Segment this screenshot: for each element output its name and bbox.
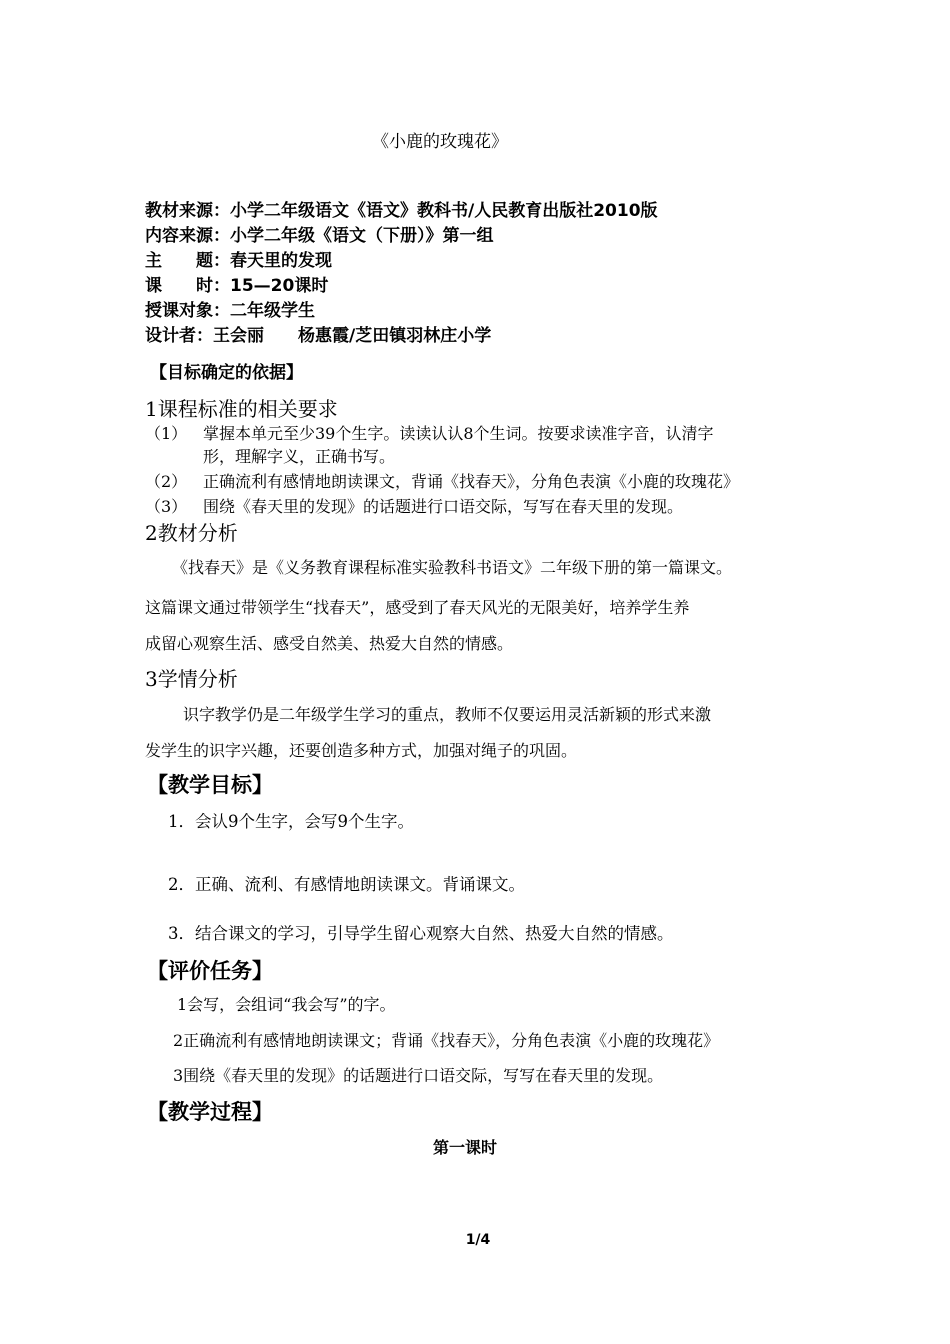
- meta-label: 授课对象：: [145, 301, 230, 321]
- meta-label: 课 时：: [145, 276, 230, 296]
- learner-paragraph-line: 发学生的识字兴趣，还要创造多种方式，加强对绳子的巩固。: [145, 741, 578, 760]
- goal-item: 2．正确、流利、有感情地朗读课文。背诵课文。: [168, 875, 525, 894]
- basis-heading: 【目标确定的依据】: [150, 363, 303, 383]
- meta-audience: [145, 296, 315, 321]
- meta-textbook-source: [145, 196, 658, 221]
- meta-label: 内容来源：: [145, 226, 230, 246]
- meta-value: 小学二年级《语文（下册）》第一组: [230, 226, 494, 246]
- evaluation-heading: 【评价任务】: [147, 959, 273, 983]
- evaluation-item: 2正确流利有感情地朗读课文；背诵《找春天》，分角色表演《小鹿的玫瑰花》: [173, 1031, 720, 1050]
- meta-value: 春天里的发现: [230, 251, 332, 271]
- evaluation-item: 1会写，会组词“我会写”的字。: [177, 995, 396, 1014]
- meta-label: 主 题：: [145, 251, 230, 271]
- standard-item: [145, 494, 683, 517]
- document-title: 《小鹿的玫瑰花》: [372, 132, 508, 152]
- item-text: 围绕《春天里的发现》的话题进行口语交际，写写在春天里的发现。: [203, 497, 684, 516]
- learner-paragraph-line: 识字教学仍是二年级学生学习的重点，教师不仅要运用灵活新颖的形式来激: [183, 705, 712, 724]
- item-number: （1）: [145, 424, 188, 443]
- goal-item: 1．会认9个生字，会写9个生字。: [168, 812, 414, 831]
- meta-hours: [145, 271, 328, 296]
- meta-value: 小学二年级语文《语文》教科书/人民教育出版社2010版: [230, 201, 658, 221]
- item-number: （2）: [145, 472, 188, 491]
- meta-label: 设计者：: [145, 326, 213, 346]
- item-number: （3）: [145, 497, 188, 516]
- learner-heading: 3学情分析: [145, 667, 238, 691]
- process-heading: 【教学过程】: [147, 1100, 273, 1124]
- meta-value: 二年级学生: [230, 301, 315, 321]
- page-number: 1/4: [465, 1232, 491, 1248]
- material-paragraph-line: 《找春天》是《义务教育课程标准实验教科书语文》二年级下册的第一篇课文。: [172, 558, 733, 577]
- evaluation-item: 3围绕《春天里的发现》的话题进行口语交际，写写在春天里的发现。: [173, 1066, 664, 1085]
- meta-label: 教材来源：: [145, 201, 230, 221]
- item-text: 正确流利有感情地朗读课文，背诵《找春天》，分角色表演《小鹿的玫瑰花》: [203, 472, 740, 491]
- lesson-title: 第一课时: [432, 1138, 497, 1157]
- standard-item: [145, 421, 714, 444]
- standard-heading: 1课程标准的相关要求: [145, 397, 338, 421]
- item-text: 掌握本单元至少39个生字。读读认认8个生词。按要求读准字音，认清字: [203, 424, 714, 443]
- meta-theme: [145, 246, 332, 271]
- meta-designer: [145, 321, 491, 346]
- meta-content-source: [145, 221, 494, 246]
- goals-heading: 【教学目标】: [147, 773, 273, 797]
- goal-item: 3．结合课文的学习，引导学生留心观察大自然、热爱大自然的情感。: [168, 924, 674, 943]
- meta-value: 王会丽 杨惠霞/芝田镇羽林庄小学: [213, 326, 492, 346]
- material-paragraph-line: 这篇课文通过带领学生“找春天”，感受到了春天风光的无限美好，培养学生养: [145, 598, 690, 617]
- standard-item-continuation: 形，理解字义，正确书写。: [203, 447, 396, 466]
- material-heading: 2教材分析: [145, 521, 238, 545]
- standard-item: [145, 469, 739, 492]
- material-paragraph-line: 成留心观察生活、感受自然美、热爱大自然的情感。: [145, 634, 514, 653]
- meta-value: 15—20课时: [230, 276, 329, 296]
